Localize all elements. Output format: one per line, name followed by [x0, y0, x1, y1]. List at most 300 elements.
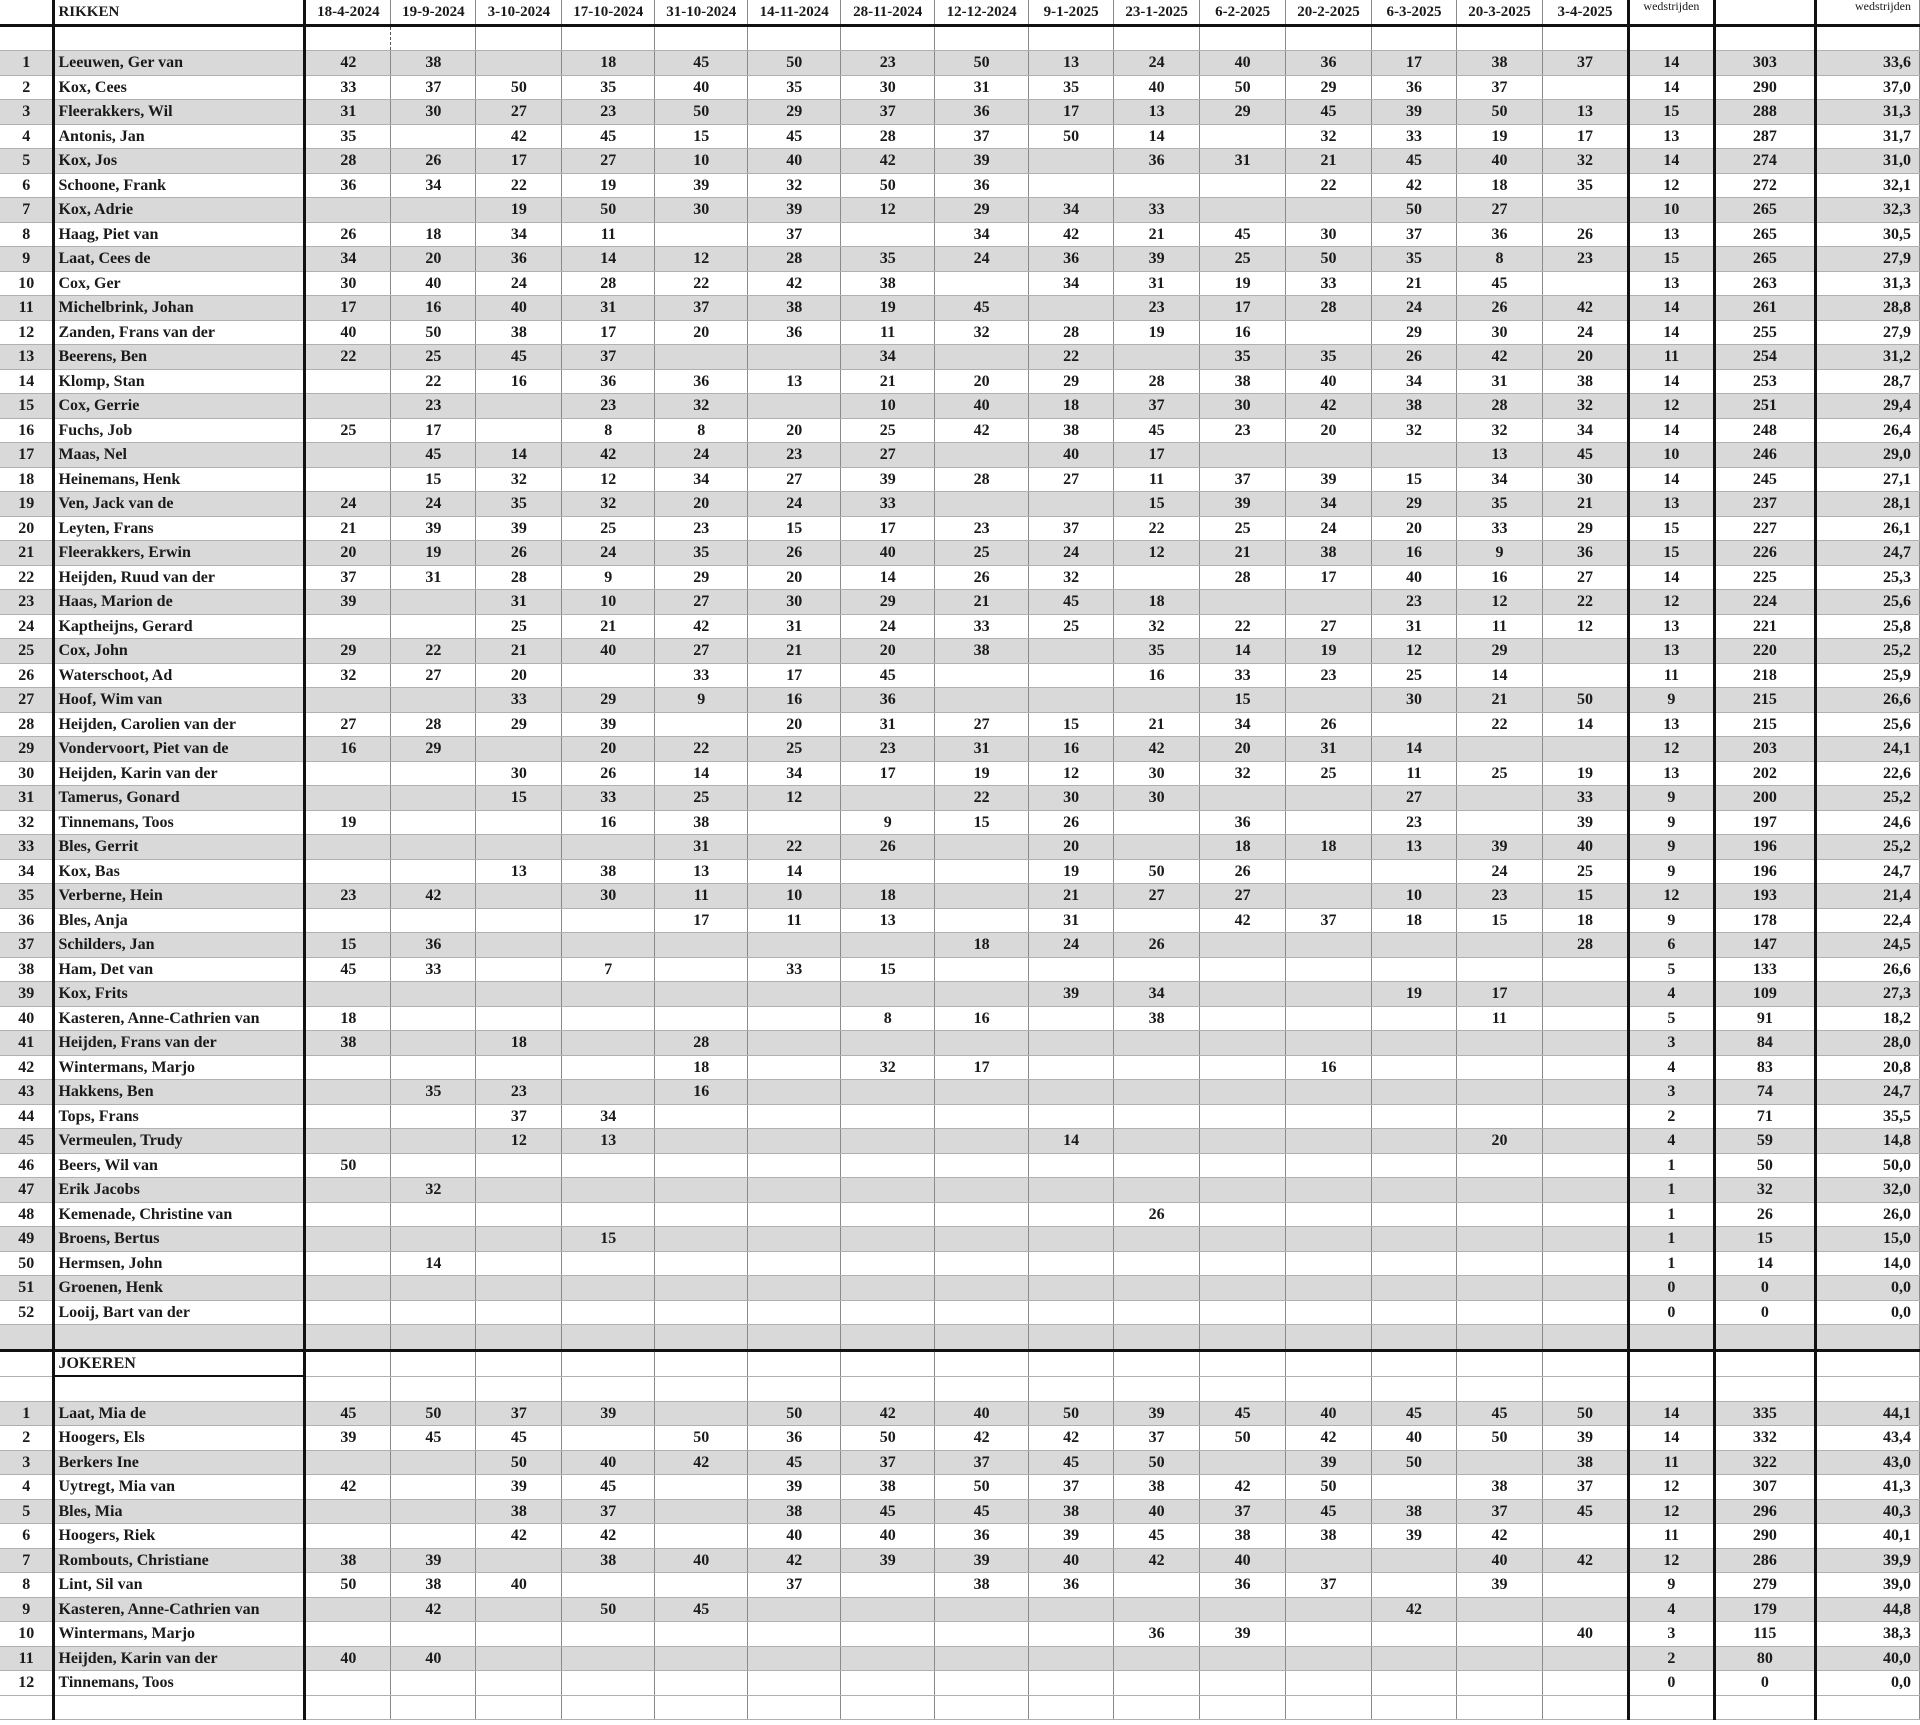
games-count: 14 — [1628, 51, 1714, 76]
score-cell — [748, 1276, 841, 1301]
score-cell — [748, 1671, 841, 1696]
player-row — [0, 933, 1920, 958]
average-points: 26,6 — [1815, 957, 1919, 982]
score-cell — [748, 1031, 841, 1056]
total-points: 133 — [1714, 957, 1815, 982]
total-points: 179 — [1714, 1597, 1815, 1622]
score-cell — [935, 982, 1029, 1007]
score-cell: 33 — [476, 688, 562, 713]
score-cell — [1542, 1671, 1628, 1696]
score-cell: 40 — [1542, 1622, 1628, 1647]
score-cell: 18 — [935, 933, 1029, 958]
score-cell: 10 — [1372, 884, 1457, 909]
score-cell: 38 — [391, 1573, 476, 1598]
rank-cell: 10 — [0, 1622, 54, 1647]
games-count: 2 — [1628, 1646, 1714, 1671]
score-cell — [1286, 1227, 1372, 1252]
score-cell — [476, 1178, 562, 1203]
average-points: 0,0 — [1815, 1300, 1919, 1325]
blank-cell — [1815, 1376, 1919, 1401]
score-cell — [841, 222, 935, 247]
blank-cell — [935, 25, 1029, 51]
score-cell — [655, 1671, 748, 1696]
blank-cell — [54, 25, 305, 51]
score-cell: 19 — [1200, 271, 1286, 296]
player-name: Vondervoort, Piet van de — [54, 737, 305, 762]
blank-cell — [1542, 25, 1628, 51]
player-row — [0, 1475, 1920, 1500]
blank-cell — [476, 1325, 562, 1351]
score-cell — [391, 614, 476, 639]
score-cell — [391, 786, 476, 811]
score-cell — [562, 1426, 655, 1451]
score-cell: 36 — [562, 369, 655, 394]
score-cell — [391, 1227, 476, 1252]
player-row — [0, 590, 1920, 615]
score-cell — [1457, 1450, 1543, 1475]
score-cell — [1029, 1080, 1114, 1105]
score-cell — [748, 1055, 841, 1080]
score-cell — [1029, 1300, 1114, 1325]
score-cell — [1542, 1573, 1628, 1598]
score-cell: 25 — [1200, 247, 1286, 272]
score-cell: 30 — [1542, 467, 1628, 492]
average-points: 26,1 — [1815, 516, 1919, 541]
score-cell — [476, 418, 562, 443]
score-cell: 13 — [1457, 443, 1543, 468]
score-cell: 32 — [1114, 614, 1200, 639]
score-cell — [1114, 1178, 1200, 1203]
score-cell — [391, 1153, 476, 1178]
player-name: Groenen, Henk — [54, 1276, 305, 1301]
score-cell: 39 — [1200, 1622, 1286, 1647]
games-count: 12 — [1628, 884, 1714, 909]
player-name: Klomp, Stan — [54, 369, 305, 394]
blank-cell — [562, 1376, 655, 1401]
score-cell — [1029, 1153, 1114, 1178]
score-cell: 20 — [841, 639, 935, 664]
score-cell: 23 — [391, 394, 476, 419]
score-cell: 39 — [655, 173, 748, 198]
player-name: Haas, Marion de — [54, 590, 305, 615]
score-cell: 14 — [1200, 639, 1286, 664]
score-cell: 28 — [476, 565, 562, 590]
score-cell: 38 — [476, 1499, 562, 1524]
score-cell: 27 — [655, 590, 748, 615]
score-cell: 20 — [748, 418, 841, 443]
player-name: Hoogers, Els — [54, 1426, 305, 1451]
score-cell — [476, 1597, 562, 1622]
games-count: 5 — [1628, 957, 1714, 982]
score-cell — [1542, 1227, 1628, 1252]
total-points: 261 — [1714, 296, 1815, 321]
average-points: 20,8 — [1815, 1055, 1919, 1080]
score-cell: 50 — [1457, 100, 1543, 125]
score-cell — [748, 810, 841, 835]
blank-cell — [1714, 1325, 1815, 1351]
score-cell: 28 — [1542, 933, 1628, 958]
total-points: 115 — [1714, 1622, 1815, 1647]
player-row — [0, 296, 1920, 321]
score-cell: 50 — [1114, 1450, 1200, 1475]
score-cell — [1372, 1153, 1457, 1178]
total-points: 0 — [1714, 1276, 1815, 1301]
score-cell: 15 — [655, 124, 748, 149]
score-cell — [1200, 1300, 1286, 1325]
score-cell — [841, 1646, 935, 1671]
score-cell: 50 — [1457, 1426, 1543, 1451]
average-points: 32,3 — [1815, 198, 1919, 223]
score-cell: 40 — [748, 149, 841, 174]
rank-cell: 1 — [0, 51, 54, 76]
average-points: 31,2 — [1815, 345, 1919, 370]
score-cell: 40 — [1542, 835, 1628, 860]
score-cell: 28 — [748, 247, 841, 272]
date-header: 9-1-2025 — [1029, 0, 1114, 25]
score-cell: 12 — [1372, 639, 1457, 664]
score-cell — [391, 198, 476, 223]
score-cell: 25 — [476, 614, 562, 639]
score-cell: 28 — [1200, 565, 1286, 590]
score-cell — [655, 1573, 748, 1598]
average-points: 14,8 — [1815, 1129, 1919, 1154]
score-cell: 42 — [1029, 222, 1114, 247]
blank-cell — [1200, 1376, 1286, 1401]
score-cell — [655, 1499, 748, 1524]
score-cell — [1114, 1671, 1200, 1696]
score-cell: 50 — [1114, 859, 1200, 884]
score-cell: 27 — [1542, 565, 1628, 590]
score-cell: 27 — [562, 149, 655, 174]
rank-cell: 27 — [0, 688, 54, 713]
score-cell: 26 — [562, 761, 655, 786]
games-count: 11 — [1628, 663, 1714, 688]
score-cell: 21 — [1457, 688, 1543, 713]
score-cell: 15 — [476, 786, 562, 811]
average-points: 43,4 — [1815, 1426, 1919, 1451]
score-cell — [841, 1080, 935, 1105]
score-cell — [1372, 1080, 1457, 1105]
score-cell — [476, 908, 562, 933]
games-count: 3 — [1628, 1031, 1714, 1056]
score-cell — [476, 51, 562, 76]
score-cell: 12 — [476, 1129, 562, 1154]
score-cell — [476, 1622, 562, 1647]
score-cell: 33 — [841, 492, 935, 517]
score-cell — [935, 1646, 1029, 1671]
score-cell: 17 — [1542, 124, 1628, 149]
player-row — [0, 369, 1920, 394]
score-cell: 36 — [748, 1426, 841, 1451]
rank-cell: 45 — [0, 1129, 54, 1154]
player-row — [0, 271, 1920, 296]
score-cell: 45 — [1200, 1401, 1286, 1426]
score-cell: 38 — [1029, 418, 1114, 443]
total-points: 196 — [1714, 859, 1815, 884]
score-cell — [1457, 1671, 1543, 1696]
score-cell: 19 — [1372, 982, 1457, 1007]
score-cell — [1029, 296, 1114, 321]
total-points: 200 — [1714, 786, 1815, 811]
score-cell: 8 — [1457, 247, 1543, 272]
score-cell — [1286, 1129, 1372, 1154]
blank-cell — [391, 1350, 476, 1376]
player-row — [0, 443, 1920, 468]
total-points: 147 — [1714, 933, 1815, 958]
player-name: Haag, Piet van — [54, 222, 305, 247]
score-cell: 30 — [1114, 786, 1200, 811]
total-points: 335 — [1714, 1401, 1815, 1426]
score-cell: 32 — [562, 492, 655, 517]
rank-cell: 7 — [0, 198, 54, 223]
rank-cell: 12 — [0, 320, 54, 345]
score-cell: 32 — [1200, 761, 1286, 786]
score-cell — [391, 810, 476, 835]
score-cell — [1200, 1153, 1286, 1178]
score-cell: 23 — [655, 516, 748, 541]
score-cell — [476, 810, 562, 835]
score-cell — [655, 1646, 748, 1671]
score-cell: 38 — [1029, 1499, 1114, 1524]
score-cell — [476, 982, 562, 1007]
score-cell — [655, 712, 748, 737]
score-cell — [476, 1006, 562, 1031]
score-cell — [305, 443, 391, 468]
score-cell: 14 — [391, 1251, 476, 1276]
score-cell — [935, 1202, 1029, 1227]
score-cell — [655, 1276, 748, 1301]
score-cell: 45 — [305, 1401, 391, 1426]
score-cell — [655, 933, 748, 958]
score-cell — [1200, 1251, 1286, 1276]
score-cell: 31 — [1114, 271, 1200, 296]
score-cell: 39 — [305, 590, 391, 615]
score-cell: 50 — [1200, 1426, 1286, 1451]
score-cell — [1029, 1622, 1114, 1647]
score-cell: 20 — [391, 247, 476, 272]
score-cell — [748, 1006, 841, 1031]
score-cell: 37 — [562, 1499, 655, 1524]
total-points: 59 — [1714, 1129, 1815, 1154]
score-cell: 33 — [935, 614, 1029, 639]
score-cell: 50 — [841, 1426, 935, 1451]
score-cell — [476, 1227, 562, 1252]
average-points: 0,0 — [1815, 1276, 1919, 1301]
score-cell — [935, 908, 1029, 933]
score-cell — [1286, 859, 1372, 884]
score-cell: 40 — [391, 1646, 476, 1671]
score-cell — [1372, 957, 1457, 982]
score-cell: 18 — [1029, 394, 1114, 419]
score-cell: 32 — [476, 467, 562, 492]
score-cell — [748, 1227, 841, 1252]
score-cell — [1200, 1276, 1286, 1301]
score-cell — [841, 1671, 935, 1696]
player-name: Bles, Anja — [54, 908, 305, 933]
total-points: 220 — [1714, 639, 1815, 664]
score-cell: 40 — [1200, 1548, 1286, 1573]
average-points: 31,3 — [1815, 100, 1919, 125]
player-name: Laat, Mia de — [54, 1401, 305, 1426]
score-cell: 39 — [305, 1426, 391, 1451]
score-cell: 50 — [748, 1401, 841, 1426]
player-row — [0, 908, 1920, 933]
score-cell — [1372, 712, 1457, 737]
score-cell: 19 — [391, 541, 476, 566]
rank-cell: 10 — [0, 271, 54, 296]
score-cell — [391, 1055, 476, 1080]
score-cell — [305, 1202, 391, 1227]
games-count: 14 — [1628, 296, 1714, 321]
score-cell: 50 — [305, 1153, 391, 1178]
score-cell: 28 — [1457, 394, 1543, 419]
score-cell — [841, 1276, 935, 1301]
score-cell: 30 — [841, 75, 935, 100]
average-points: 32,1 — [1815, 173, 1919, 198]
score-cell — [748, 933, 841, 958]
score-cell: 42 — [391, 884, 476, 909]
player-name: Lint, Sil van — [54, 1573, 305, 1598]
score-cell: 18 — [1114, 590, 1200, 615]
player-row — [0, 149, 1920, 174]
player-name: Tinnemans, Toos — [54, 810, 305, 835]
score-cell: 40 — [841, 541, 935, 566]
blank-cell — [1457, 1350, 1543, 1376]
score-cell: 16 — [1286, 1055, 1372, 1080]
score-cell: 45 — [841, 1499, 935, 1524]
score-cell: 35 — [841, 247, 935, 272]
games-count: 1 — [1628, 1227, 1714, 1252]
games-count: 12 — [1628, 173, 1714, 198]
total-points: 279 — [1714, 1573, 1815, 1598]
average-header: wedstrijden — [1815, 0, 1919, 25]
score-cell — [1457, 1080, 1543, 1105]
score-cell: 28 — [391, 712, 476, 737]
score-cell: 10 — [562, 590, 655, 615]
player-row — [0, 712, 1920, 737]
score-cell: 39 — [1542, 1426, 1628, 1451]
rank-cell: 2 — [0, 75, 54, 100]
score-cell: 37 — [748, 222, 841, 247]
score-cell: 34 — [1542, 418, 1628, 443]
score-cell: 39 — [748, 1475, 841, 1500]
score-cell: 36 — [476, 247, 562, 272]
score-cell — [305, 908, 391, 933]
score-cell: 24 — [1029, 933, 1114, 958]
games-count: 11 — [1628, 345, 1714, 370]
total-points: 303 — [1714, 51, 1815, 76]
score-cell — [1286, 198, 1372, 223]
blank-cell — [655, 1695, 748, 1720]
score-cell: 50 — [1372, 198, 1457, 223]
blank-cell — [1286, 25, 1372, 51]
score-cell: 15 — [305, 933, 391, 958]
player-name: Kasteren, Anne-Cathrien van — [54, 1006, 305, 1031]
player-name: Rombouts, Christiane — [54, 1548, 305, 1573]
player-name: Broens, Bertus — [54, 1227, 305, 1252]
score-cell — [1114, 1031, 1200, 1056]
score-cell: 27 — [1029, 467, 1114, 492]
score-cell: 23 — [1286, 663, 1372, 688]
score-cell — [1029, 173, 1114, 198]
score-cell — [391, 1300, 476, 1325]
score-cell — [841, 1573, 935, 1598]
player-row — [0, 957, 1920, 982]
average-points: 27,1 — [1815, 467, 1919, 492]
rank-cell: 34 — [0, 859, 54, 884]
blank-cell — [1286, 1376, 1372, 1401]
player-row — [0, 51, 1920, 76]
score-cell — [1286, 1031, 1372, 1056]
score-cell — [935, 688, 1029, 713]
score-cell: 40 — [562, 1450, 655, 1475]
score-cell: 24 — [655, 443, 748, 468]
score-cell — [1372, 1104, 1457, 1129]
total-points: 255 — [1714, 320, 1815, 345]
score-cell — [935, 1178, 1029, 1203]
score-cell — [748, 1080, 841, 1105]
total-points: 80 — [1714, 1646, 1815, 1671]
score-cell — [1286, 1202, 1372, 1227]
score-cell: 30 — [1286, 222, 1372, 247]
score-cell: 38 — [841, 1475, 935, 1500]
player-row — [0, 1178, 1920, 1203]
score-cell: 45 — [655, 1597, 748, 1622]
rank-cell: 19 — [0, 492, 54, 517]
total-points: 254 — [1714, 345, 1815, 370]
total-points: 50 — [1714, 1153, 1815, 1178]
blank-cell — [1628, 1325, 1714, 1351]
score-cell: 17 — [562, 320, 655, 345]
score-cell — [562, 1251, 655, 1276]
score-cell: 16 — [562, 810, 655, 835]
rank-cell: 16 — [0, 418, 54, 443]
score-cell: 37 — [935, 1450, 1029, 1475]
score-cell — [305, 1524, 391, 1549]
player-row — [0, 100, 1920, 125]
score-cell — [748, 1153, 841, 1178]
score-cell — [1114, 1104, 1200, 1129]
rank-cell: 6 — [0, 1524, 54, 1549]
player-row — [0, 859, 1920, 884]
score-cell — [655, 1300, 748, 1325]
games-count: 13 — [1628, 124, 1714, 149]
score-cell: 29 — [655, 565, 748, 590]
score-cell: 38 — [748, 296, 841, 321]
total-points: 215 — [1714, 688, 1815, 713]
player-name: Hakkens, Ben — [54, 1080, 305, 1105]
games-count: 1 — [1628, 1178, 1714, 1203]
average-points: 25,6 — [1815, 590, 1919, 615]
score-cell — [1200, 1055, 1286, 1080]
score-cell: 32 — [935, 320, 1029, 345]
score-cell: 14 — [562, 247, 655, 272]
score-cell: 7 — [562, 957, 655, 982]
score-cell: 16 — [1029, 737, 1114, 762]
score-cell: 50 — [476, 75, 562, 100]
score-cell: 37 — [935, 124, 1029, 149]
score-cell: 40 — [476, 296, 562, 321]
blank-cell — [1372, 1350, 1457, 1376]
score-cell: 11 — [1114, 467, 1200, 492]
blank-cell — [1542, 1695, 1628, 1720]
average-points: 28,0 — [1815, 1031, 1919, 1056]
score-cell — [935, 1597, 1029, 1622]
score-cell: 40 — [841, 1524, 935, 1549]
score-cell: 34 — [476, 222, 562, 247]
score-cell: 35 — [1457, 492, 1543, 517]
games-count: 9 — [1628, 786, 1714, 811]
